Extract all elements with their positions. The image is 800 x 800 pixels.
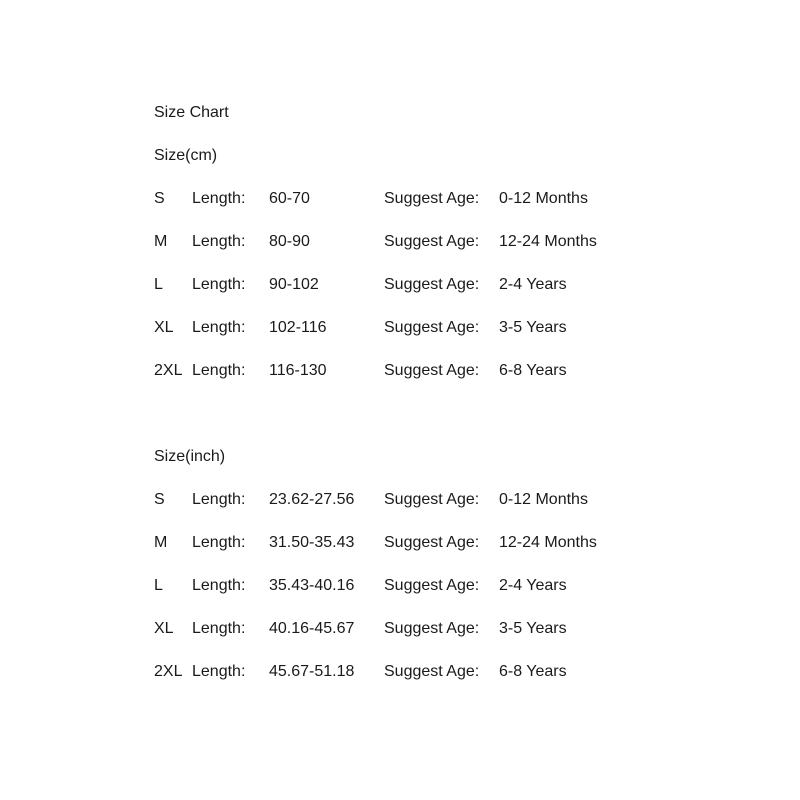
table-row [154,229,754,272]
length-value: 102-116 [269,319,327,336]
length-label: Length: [192,319,246,336]
age-label: Suggest Age: [384,663,480,680]
length-label: Length: [192,362,246,379]
age-value: 2-4 Years [499,577,567,594]
size-label: L [154,577,163,594]
age-label: Suggest Age: [384,319,480,336]
size-label: L [154,276,163,293]
age-value: 3-5 Years [499,620,567,637]
size-label: M [154,233,168,250]
age-label: Suggest Age: [384,233,480,250]
table-row [154,573,754,616]
section-heading-cm: Size(cm) [154,147,218,164]
length-value: 60-70 [269,190,310,207]
age-label: Suggest Age: [384,362,480,379]
length-label: Length: [192,663,246,680]
size-label: XL [154,319,174,336]
size-label: S [154,491,165,508]
length-value: 35.43-40.16 [269,577,355,594]
size-label: 2XL [154,663,183,680]
age-value: 0-12 Months [499,491,588,508]
table-row [154,659,754,702]
length-value: 31.50-35.43 [269,534,355,551]
section-divider [154,401,754,444]
length-label: Length: [192,620,246,637]
age-value: 6-8 Years [499,663,567,680]
table-row [154,358,754,401]
table-row [154,272,754,315]
size-label: 2XL [154,362,183,379]
section-heading-inch: Size(inch) [154,448,226,465]
table-row [154,315,754,358]
age-value: 0-12 Months [499,190,588,207]
size-label: XL [154,620,174,637]
length-label: Length: [192,276,246,293]
age-label: Suggest Age: [384,491,480,508]
length-value: 40.16-45.67 [269,620,355,637]
size-label: S [154,190,165,207]
size-chart [154,100,754,702]
age-value: 6-8 Years [499,362,567,379]
age-label: Suggest Age: [384,620,480,637]
length-label: Length: [192,577,246,594]
age-value: 12-24 Months [499,534,597,551]
table-row [154,530,754,573]
size-label: M [154,534,168,551]
length-label: Length: [192,190,246,207]
age-value: 2-4 Years [499,276,567,293]
length-value: 45.67-51.18 [269,663,355,680]
age-label: Suggest Age: [384,534,480,551]
length-value: 80-90 [269,233,310,250]
length-label: Length: [192,491,246,508]
length-value: 23.62-27.56 [269,491,355,508]
length-value: 90-102 [269,276,319,293]
age-label: Suggest Age: [384,276,480,293]
table-row [154,487,754,530]
age-value: 12-24 Months [499,233,597,250]
length-value: 116-130 [269,362,327,379]
age-value: 3-5 Years [499,319,567,336]
length-label: Length: [192,534,246,551]
length-label: Length: [192,233,246,250]
table-row [154,616,754,659]
page-title: Size Chart [154,104,229,121]
age-label: Suggest Age: [384,190,480,207]
table-row [154,186,754,229]
age-label: Suggest Age: [384,577,480,594]
